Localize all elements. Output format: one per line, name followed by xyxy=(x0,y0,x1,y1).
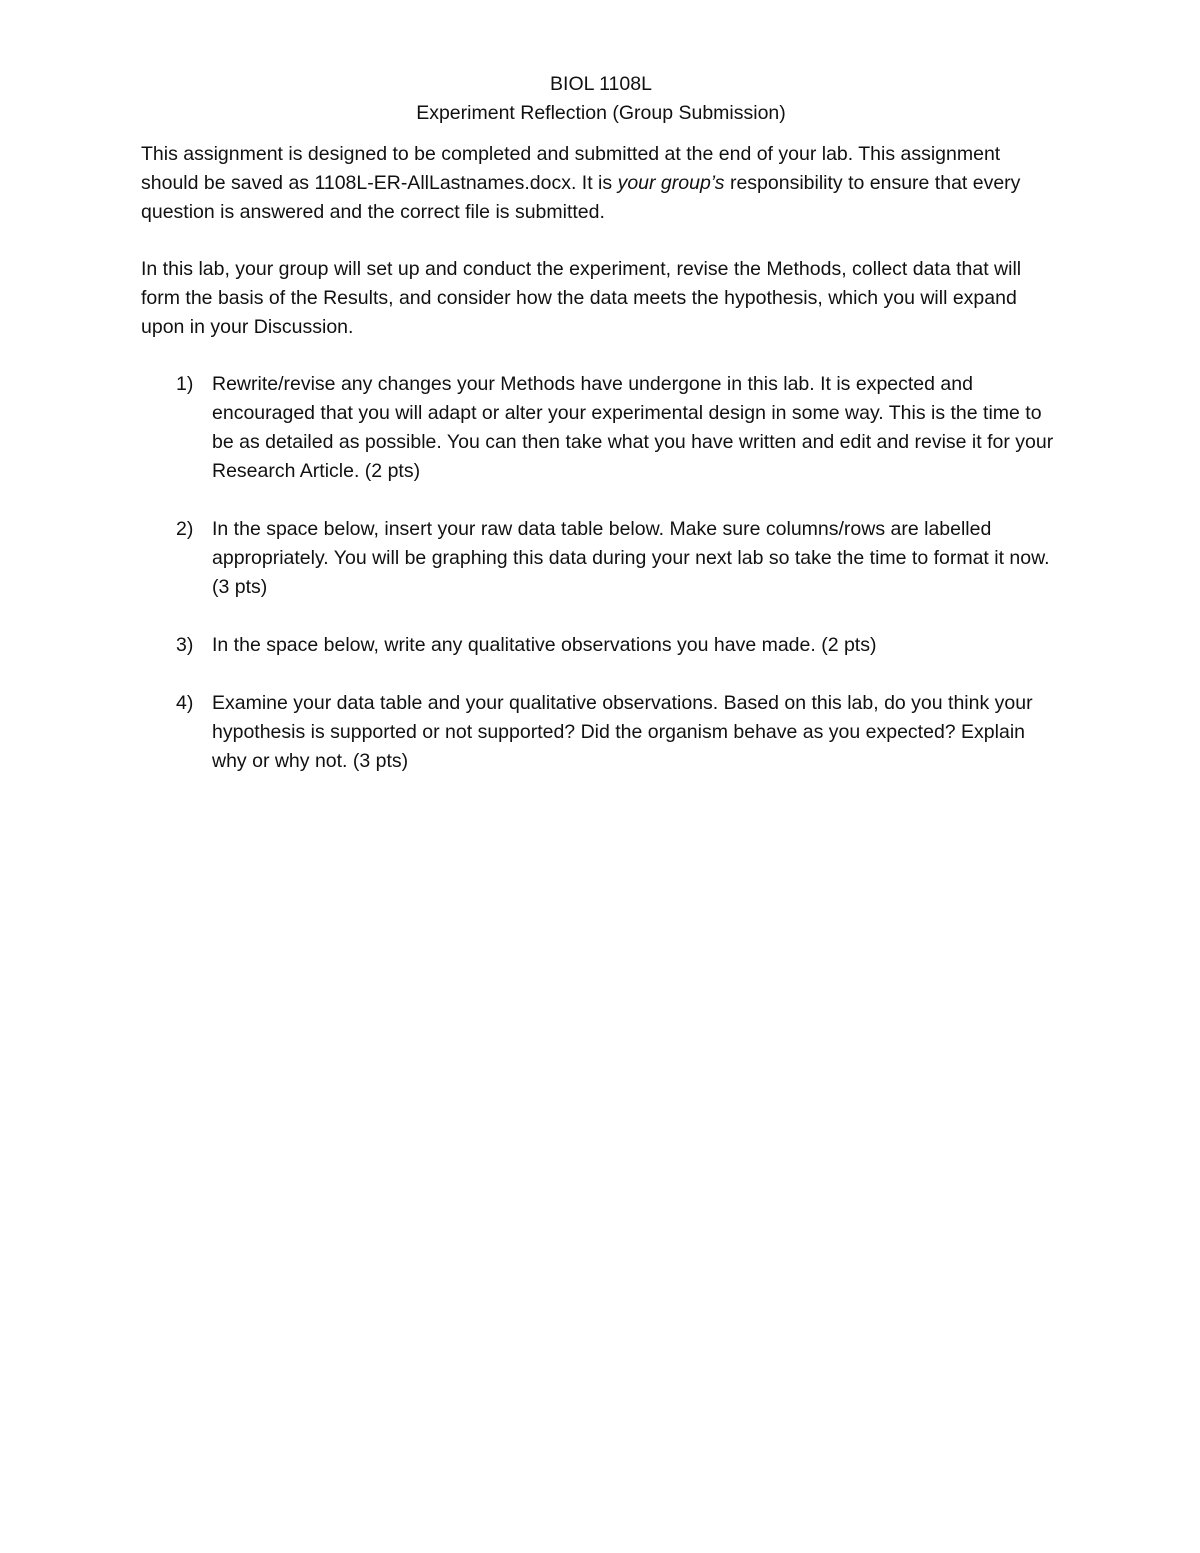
question-item xyxy=(141,370,1061,486)
course-code: BIOL 1108L xyxy=(550,73,652,95)
document-subtitle: Experiment Reflection (Group Submission) xyxy=(416,102,786,124)
question-item xyxy=(141,515,1061,602)
document-content xyxy=(141,70,1061,805)
title-block xyxy=(141,70,1061,128)
question-number: 2) xyxy=(176,518,194,540)
question-item xyxy=(141,631,1061,660)
question-number: 3) xyxy=(176,634,194,656)
question-text: Rewrite/revise any changes your Methods have undergone in this lab. It is expected and encouraged that you will adapt or alter your experimental design in some way. This is the time to be as detailed as possible. You can then take what you have written and edit and revise it for your Research Article. (2 pts) xyxy=(212,373,1054,482)
intro-text-start: This assignment is designed to be completed and submitted at the end of your lab. This assignment should be saved as 1108L-ER-AllLastnames.docx. It is xyxy=(141,143,1001,194)
question-text: In the space below, write any qualitative observations you have made. (2 pts) xyxy=(212,634,877,656)
question-list xyxy=(141,370,1061,776)
intro-paragraph xyxy=(141,140,1061,227)
lab-paragraph: In this lab, your group will set up and conduct the experiment, revise the Methods, collect data that will form the basis of the Results, and consider how the data meets the hypothesis, which you will expand upon in your Discussion. xyxy=(141,258,1022,338)
question-number: 1) xyxy=(176,373,194,395)
question-item xyxy=(141,689,1061,776)
question-text: Examine your data table and your qualitative observations. Based on this lab, do you think your hypothesis is supported or not supported? Did the organism behave as you expected? Explain why or why not. (3 pts) xyxy=(212,692,1033,772)
intro-text-end: responsibility to ensure that every question is answered and the correct file is submitted. xyxy=(141,172,1021,223)
question-number: 4) xyxy=(176,692,194,714)
question-text: In the space below, insert your raw data table below. Make sure columns/rows are labelled appropriately. You will be graphing this data during your next lab so take the time to format it now. (3 pts) xyxy=(212,518,1050,598)
intro-emphasis: your group’s xyxy=(617,172,725,194)
